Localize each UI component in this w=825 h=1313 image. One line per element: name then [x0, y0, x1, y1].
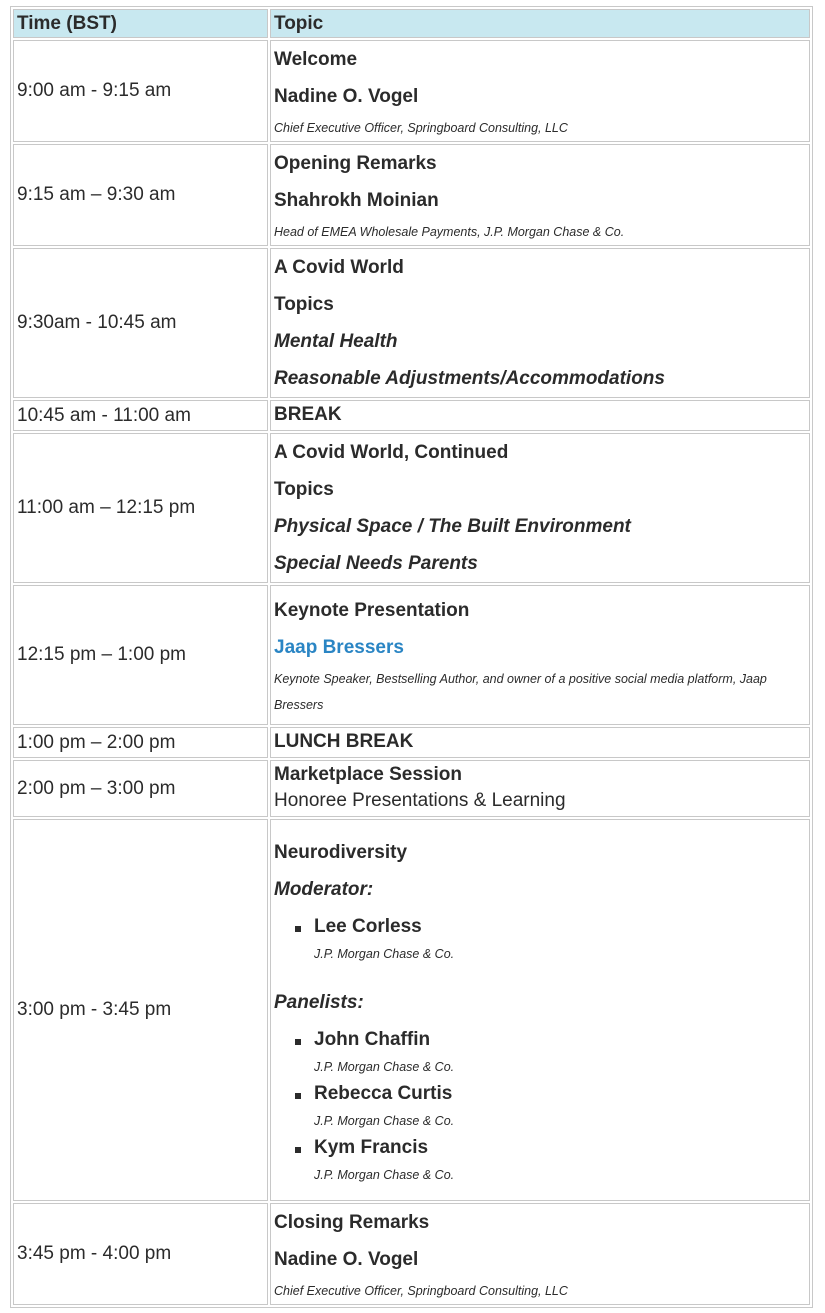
- table-row: [13, 400, 810, 431]
- bullet-icon: [295, 1093, 301, 1099]
- table-row: [13, 144, 810, 246]
- speaker-role: Chief Executive Officer, Springboard Consulting, LLC: [274, 121, 568, 135]
- time-cell: 1:00 pm – 2:00 pm: [13, 727, 268, 758]
- table-row: [13, 819, 810, 1201]
- table-row: [13, 433, 810, 583]
- topic-column-header: Topic: [270, 9, 810, 38]
- moderator-label: Moderator:: [274, 878, 374, 900]
- time-cell: 12:15 pm – 1:00 pm: [13, 585, 268, 725]
- moderator-name: Lee Corless: [314, 915, 422, 937]
- topic-item: Reasonable Adjustments/Accommodations: [274, 368, 665, 389]
- topic-cell: [270, 248, 810, 398]
- session-title: Keynote Presentation: [274, 600, 470, 621]
- topic-cell: [270, 40, 810, 142]
- session-title: A Covid World, Continued: [274, 442, 509, 463]
- session-title: LUNCH BREAK: [274, 731, 414, 752]
- panelist-name: Kym Francis: [314, 1136, 429, 1158]
- moderator-list: [274, 912, 806, 966]
- session-subtitle: Honoree Presentations & Learning: [274, 790, 566, 811]
- time-column-header: Time (BST): [13, 9, 268, 38]
- bullet-icon: [295, 1147, 301, 1153]
- table-row: [13, 1203, 810, 1305]
- topics-label: Topics: [274, 479, 334, 500]
- bullet-icon: [295, 1039, 301, 1045]
- time-cell: 3:00 pm - 3:45 pm: [13, 819, 268, 1201]
- panelists-label: Panelists:: [274, 991, 364, 1013]
- session-title: Closing Remarks: [274, 1212, 430, 1233]
- panelist-name: John Chaffin: [314, 1028, 431, 1050]
- topic-item: Mental Health: [274, 331, 398, 352]
- session-title: Opening Remarks: [274, 153, 437, 174]
- time-cell: 10:45 am - 11:00 am: [13, 400, 268, 431]
- speaker-role: Head of EMEA Wholesale Payments, J.P. Morgan Chase & Co.: [274, 225, 625, 239]
- topic-cell: [270, 400, 810, 431]
- speaker-name: Nadine O. Vogel: [274, 86, 419, 107]
- topic-cell: [270, 760, 810, 817]
- topic-item: Special Needs Parents: [274, 553, 478, 574]
- panelist-org: J.P. Morgan Chase & Co.: [314, 1167, 455, 1182]
- time-cell: 9:00 am - 9:15 am: [13, 40, 268, 142]
- session-title: Neurodiversity: [274, 841, 408, 863]
- speaker-role: Keynote Speaker, Bestselling Author, and owner of a positive social media platform, Jaap Bressers: [274, 672, 767, 712]
- table-row: [13, 727, 810, 758]
- session-title: Marketplace Session: [274, 764, 462, 785]
- list-item: [314, 1025, 806, 1079]
- topic-cell: [270, 433, 810, 583]
- topic-cell: [270, 144, 810, 246]
- table-row: [13, 40, 810, 142]
- panelist-list: [274, 1025, 806, 1187]
- topic-item: Physical Space / The Built Environment: [274, 516, 631, 537]
- moderator-org: J.P. Morgan Chase & Co.: [314, 946, 455, 961]
- list-item: [314, 912, 806, 966]
- panelist-org: J.P. Morgan Chase & Co.: [314, 1059, 455, 1074]
- topic-cell: [270, 1203, 810, 1305]
- table-row: [13, 585, 810, 725]
- topic-cell: [270, 585, 810, 725]
- table-row: [13, 760, 810, 817]
- header-row: [13, 9, 810, 38]
- table-row: [13, 248, 810, 398]
- speaker-role: Chief Executive Officer, Springboard Consulting, LLC: [274, 1284, 568, 1298]
- topic-cell: [270, 727, 810, 758]
- panelist-org: J.P. Morgan Chase & Co.: [314, 1113, 455, 1128]
- agenda-table: [10, 6, 813, 1308]
- time-cell: 3:45 pm - 4:00 pm: [13, 1203, 268, 1305]
- speaker-link[interactable]: Jaap Bressers: [274, 637, 404, 658]
- session-title: A Covid World: [274, 257, 404, 278]
- time-cell: 2:00 pm – 3:00 pm: [13, 760, 268, 817]
- bullet-icon: [295, 926, 301, 932]
- time-cell: 9:30am - 10:45 am: [13, 248, 268, 398]
- panelist-name: Rebecca Curtis: [314, 1082, 453, 1104]
- speaker-name: Nadine O. Vogel: [274, 1249, 419, 1270]
- list-item: [314, 1133, 806, 1187]
- speaker-name: Shahrokh Moinian: [274, 190, 439, 211]
- session-title: BREAK: [274, 404, 342, 425]
- session-title: Welcome: [274, 49, 358, 70]
- time-cell: 9:15 am – 9:30 am: [13, 144, 268, 246]
- topic-cell: [270, 819, 810, 1201]
- list-item: [314, 1079, 806, 1133]
- topics-label: Topics: [274, 294, 334, 315]
- time-cell: 11:00 am – 12:15 pm: [13, 433, 268, 583]
